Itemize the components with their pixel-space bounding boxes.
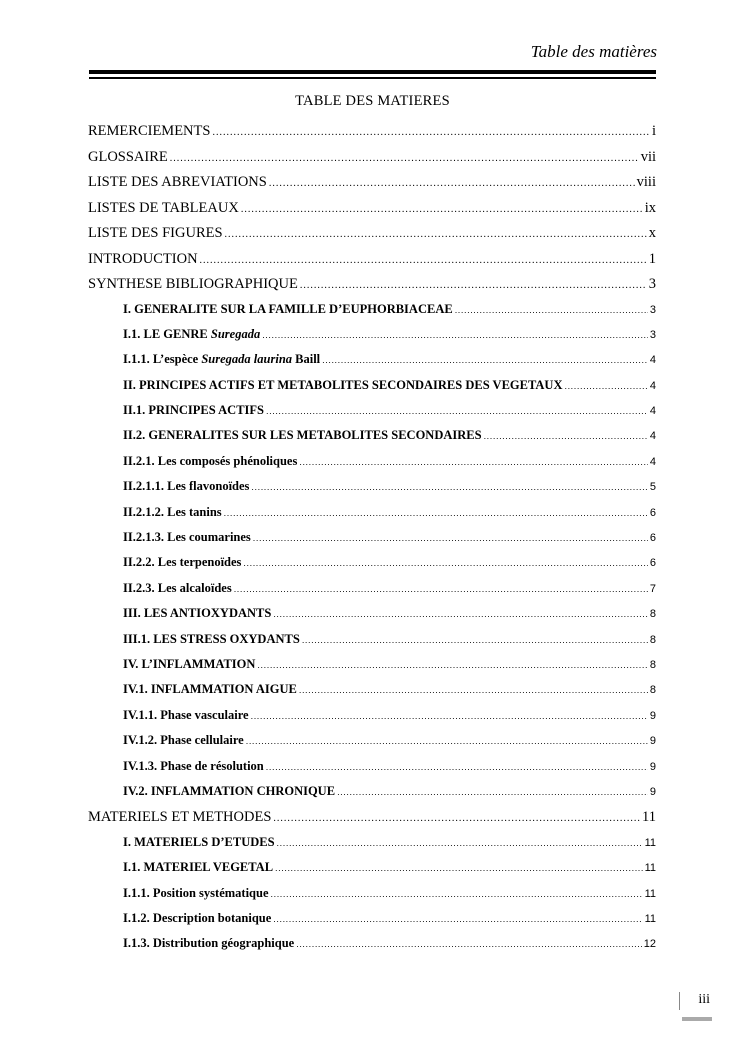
toc-entry[interactable] xyxy=(88,225,656,251)
toc-entry-title: I.1.2. Description botanique xyxy=(123,910,272,925)
toc-entry[interactable] xyxy=(88,530,656,555)
toc-leader-dots xyxy=(300,280,647,291)
toc-entry[interactable] xyxy=(88,428,656,453)
toc-entry-title: II.2.2. Les terpenoïdes xyxy=(123,555,242,570)
toc-leader-dots xyxy=(243,558,647,568)
toc-entry[interactable] xyxy=(88,632,656,657)
page-number: iii xyxy=(679,992,712,1010)
toc-leader-dots xyxy=(251,711,648,721)
toc-entry-page: 11 xyxy=(644,836,656,849)
toc-entry-title: III. LES ANTIOXYDANTS xyxy=(123,606,272,621)
toc-leader-dots xyxy=(271,889,643,899)
toc-entry-page: i xyxy=(651,123,656,139)
toc-entry-page: 3 xyxy=(648,276,656,292)
toc-entry[interactable] xyxy=(88,352,656,377)
toc-entry-page: 4 xyxy=(649,455,656,468)
toc-entry-title: LISTE DES FIGURES xyxy=(88,225,223,241)
toc-leader-dots xyxy=(299,457,648,467)
toc-entry-title: IV.1.1. Phase vasculaire xyxy=(123,707,249,722)
toc-leader-dots xyxy=(275,863,643,873)
toc-entry-title: GLOSSAIRE xyxy=(88,148,168,165)
toc-leader-dots xyxy=(337,787,648,797)
toc-leader-dots xyxy=(277,838,643,848)
toc-entry-page: 4 xyxy=(649,430,656,443)
toc-entry-page: 11 xyxy=(642,809,656,826)
toc-leader-dots xyxy=(269,178,635,189)
header-rule-thick xyxy=(89,70,656,74)
toc-entry[interactable] xyxy=(88,123,656,149)
toc-entry[interactable] xyxy=(88,657,656,682)
header-rule-thin xyxy=(89,77,656,79)
toc-title: TABLE DES MATIERES xyxy=(295,93,450,109)
toc-entry-title: I.1.3. Distribution géographique xyxy=(123,936,295,951)
toc-leader-dots xyxy=(246,736,648,746)
toc-leader-dots xyxy=(273,813,640,824)
toc-entry-title: I. GENERALITE SUR LA FAMILLE D’EUPHORBIACEAE xyxy=(123,301,453,316)
toc-entry-title: IV.2. INFLAMMATION CHRONIQUE xyxy=(123,783,336,798)
toc-entry[interactable] xyxy=(88,302,656,327)
toc-entry[interactable] xyxy=(88,936,656,961)
toc-entry[interactable] xyxy=(88,860,656,885)
toc-entry-title: III.1. LES STRESS OXYDANTS xyxy=(123,631,300,646)
toc-entry-page: 6 xyxy=(649,532,656,545)
toc-entry-page: 4 xyxy=(649,379,656,392)
toc-entry-page: 8 xyxy=(649,608,656,621)
toc-entry-page: 1 xyxy=(648,250,656,267)
toc-leader-dots xyxy=(322,355,648,365)
toc-entry[interactable] xyxy=(88,682,656,707)
toc-entry[interactable] xyxy=(88,555,656,580)
toc-entry-title: II.2.1. Les composés phénoliques xyxy=(123,453,298,468)
toc-entry[interactable] xyxy=(88,479,656,504)
toc-entry-page: 8 xyxy=(649,633,656,646)
toc-leader-dots xyxy=(170,153,639,164)
toc-entry-page: 11 xyxy=(644,862,656,875)
toc-entry-page: 11 xyxy=(644,912,656,925)
toc-entry-page: 9 xyxy=(649,735,656,748)
toc-entry-title: IV.1. INFLAMMATION AIGUE xyxy=(123,682,297,697)
toc-entry[interactable] xyxy=(88,454,656,479)
toc-entry[interactable] xyxy=(88,784,656,809)
toc-entry-page: 9 xyxy=(649,785,656,798)
toc-entry-title: II.2.1.2. Les tanins xyxy=(123,504,222,519)
running-header: Table des matières xyxy=(530,42,657,61)
toc-entry-title: REMERCIEMENTS xyxy=(88,123,211,139)
toc-entry[interactable] xyxy=(88,149,656,175)
toc-entry[interactable] xyxy=(88,327,656,352)
toc-entry-title: LISTE DES ABREVIATIONS xyxy=(88,174,267,190)
toc-entry[interactable] xyxy=(88,378,656,403)
toc-entry-title: INTRODUCTION xyxy=(88,250,198,267)
toc-entry[interactable] xyxy=(88,174,656,200)
toc-leader-dots xyxy=(266,762,648,772)
toc-entry-title: MATERIELS ET METHODES xyxy=(88,809,272,826)
toc-entry[interactable] xyxy=(88,505,656,530)
toc-entry-page: 6 xyxy=(649,506,656,519)
toc-entry[interactable] xyxy=(88,606,656,631)
toc-entry[interactable] xyxy=(88,276,656,302)
toc-entry-title: I.1.1. Position systématique xyxy=(123,885,269,900)
toc-leader-dots xyxy=(225,229,647,240)
toc-entry-page: 4 xyxy=(649,354,656,367)
toc-entry-page: viii xyxy=(636,174,656,190)
page-number-bar xyxy=(682,1017,712,1021)
toc-entry-page: 5 xyxy=(649,481,656,494)
toc-list xyxy=(88,123,656,962)
toc-entry-title: I.1.1. L’espèce Suregada laurina Baill xyxy=(123,352,321,367)
toc-leader-dots xyxy=(455,305,648,315)
toc-leader-dots xyxy=(241,204,643,215)
toc-leader-dots xyxy=(302,635,648,645)
toc-entry-page: 12 xyxy=(643,938,656,951)
toc-entry-title: I. MATERIELS D’ETUDES xyxy=(123,834,275,849)
toc-entry[interactable] xyxy=(88,581,656,606)
toc-entry-page: 3 xyxy=(649,328,656,341)
toc-leader-dots xyxy=(484,431,648,441)
toc-entry-title: II. PRINCIPES ACTIFS ET METABOLITES SECONDAIRES DES VEGETAUX xyxy=(123,377,563,392)
toc-entry-page: vii xyxy=(640,148,656,165)
toc-entry-page: 3 xyxy=(649,303,656,316)
toc-entry-page: 6 xyxy=(649,557,656,570)
toc-leader-dots xyxy=(262,330,648,340)
toc-leader-dots xyxy=(266,406,648,416)
toc-leader-dots xyxy=(296,939,642,949)
toc-leader-dots xyxy=(564,381,647,391)
toc-entry[interactable] xyxy=(88,200,656,226)
toc-entry-page: 9 xyxy=(649,709,656,722)
toc-entry[interactable] xyxy=(88,759,656,784)
toc-leader-dots xyxy=(200,255,647,266)
toc-entry-title: II.2.1.1. Les flavonoïdes xyxy=(123,479,250,494)
toc-leader-dots xyxy=(234,584,648,594)
toc-entry-page: x xyxy=(648,225,656,241)
toc-entry-page: 4 xyxy=(649,405,656,418)
toc-entry-title: II.2.3. Les alcaloïdes xyxy=(123,580,232,595)
toc-entry-title: II.2.1.3. Les coumarines xyxy=(123,530,251,545)
toc-leader-dots xyxy=(212,127,650,138)
toc-entry-title: IV.1.3. Phase de résolution xyxy=(123,758,264,773)
toc-entry[interactable] xyxy=(88,835,656,860)
toc-entry[interactable] xyxy=(88,251,656,277)
toc-entry-title: SYNTHESE BIBLIOGRAPHIQUE xyxy=(88,276,298,292)
toc-leader-dots xyxy=(257,660,647,670)
toc-entry-page: 8 xyxy=(649,658,656,671)
toc-entry[interactable] xyxy=(88,886,656,911)
toc-entry-title: I.1. LE GENRE Suregada xyxy=(123,326,261,341)
toc-entry-page: 11 xyxy=(644,887,656,900)
toc-leader-dots xyxy=(253,533,648,543)
toc-entry-title: IV. L’INFLAMMATION xyxy=(123,656,256,671)
toc-entry[interactable] xyxy=(88,809,656,835)
toc-entry-title: II.1. PRINCIPES ACTIFS xyxy=(123,403,265,418)
toc-entry[interactable] xyxy=(88,403,656,428)
toc-entry-title: I.1. MATERIEL VEGETAL xyxy=(123,860,274,875)
toc-leader-dots xyxy=(224,508,648,518)
toc-entry[interactable] xyxy=(88,911,656,936)
toc-entry-page: 8 xyxy=(649,684,656,697)
toc-leader-dots xyxy=(251,482,647,492)
toc-leader-dots xyxy=(299,685,648,695)
toc-entry-title: IV.1.2. Phase cellulaire xyxy=(123,733,244,748)
toc-entry[interactable] xyxy=(88,733,656,758)
toc-entry[interactable] xyxy=(88,708,656,733)
toc-leader-dots xyxy=(273,914,642,924)
toc-entry-title: LISTES DE TABLEAUX xyxy=(88,199,239,216)
toc-entry-page: ix xyxy=(644,199,656,216)
toc-entry-title: II.2. GENERALITES SUR LES METABOLITES SECONDAIRES xyxy=(123,428,482,443)
toc-entry-page: 7 xyxy=(649,582,656,595)
toc-entry-page: 9 xyxy=(649,760,656,773)
toc-leader-dots xyxy=(273,609,648,619)
